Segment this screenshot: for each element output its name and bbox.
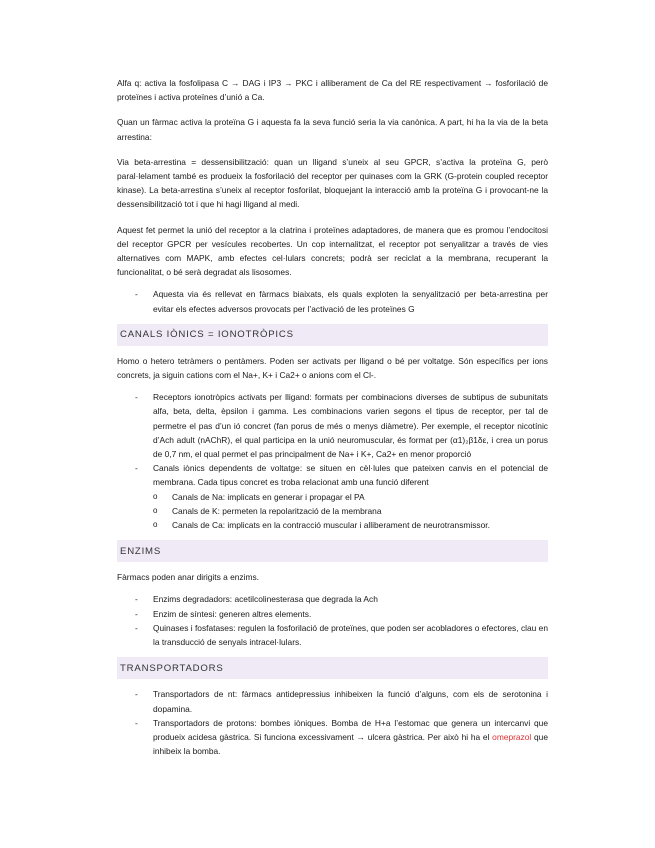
list-item-text: Canals iònics dependents de voltatge: se situen en cèl·lules que pateixen canvis en el potencial de membrana. Cada tipus concret es troba relacionat amb una funció diferent <box>153 463 548 488</box>
enzims-list <box>117 592 548 649</box>
list-item-text: Transportadors de protons: bombes iòniques. Bomba de H+a l’estomac que genera un intercanvi que produeix acidesa gàstrica. Si funciona excessivament → ulcera gàstrica. Per això hi ha el <box>153 717 548 742</box>
transportadors-list <box>117 687 548 758</box>
list-item: - Receptors ionotròpics activats per lligand: formats per combinacions diverses de subtipus de subunitats alfa, beta, delta, èpsilon i gamma. Les combinacions varien segons el tipus de receptor, per tal de permetre el pas d’un ió concret (fan porus de més o menys diàmetre). Per exemple, el receptor nicotínic d’Ach adult (nAChR), el qual participa en la unió neuromuscular, és format per (α1)₂β1δε, i crea un porus de 0,7 nm, el qual permet el pas principalment de Na+ i K+, Ca2+ en menor proporció <box>117 390 548 461</box>
voltage-channels-sublist <box>153 490 548 533</box>
section-heading-transportadors <box>117 657 548 679</box>
canals-list <box>117 390 548 532</box>
list-item: - Enzims degradadors: acetilcolinesterasa que degrada la Ach <box>117 592 548 606</box>
biased-drugs-list <box>117 287 548 315</box>
paragraph-canals: Homo o hetero tetràmers o pentàmers. Poden ser activats per lligand o bé per voltatge. Són específics per ions concrets, ja siguin cations com el Na+, K+ i Ca2+ o anions com el Cl-. <box>117 355 548 381</box>
sublist-item: o Canals de K: permeten la repolarització de la membrana <box>153 504 548 518</box>
sublist-item: o Canals de Ca: implicats en la contracció muscular i alliberament de neurotransmissor. <box>153 518 548 532</box>
paragraph-endocytosis: Aquest fet permet la unió del receptor a la clatrina i proteïnes adaptadores, de manera que es promou l’endocitosi del receptor GPCR per vesícules recobertes. Un cop internalitzat, el receptor pot senyalitzar a través de vies alternatives com MAPK, amb efectes cel·lulars concrets; podrà ser reciclat a la membrana, recuperant la funcionalitat, o bé serà degradat als lisosomes. <box>117 224 548 278</box>
section-title: ENZIMS <box>120 545 162 557</box>
section-title: CANALS IÒNICS = IONOTRÒPICS <box>120 329 294 341</box>
paragraph-beta-arrestin: Via beta-arrestina = dessensibilització: quan un lligand s’uneix al seu GPCR, s’activa la proteïna G, però paral·lelament també es produeix la fosforilació del receptor per quinases com la GRK (G-protein coupled receptor kinase). La beta-arrestina s’uneix al receptor fosforilat, bloquejant la interacció amb la proteïna G i provocant-ne la dessensibilització tot i que hi hagi lligand al medi. <box>117 156 548 210</box>
section-heading-canals <box>117 324 548 346</box>
drug-name-highlight: omeprazol <box>492 731 532 742</box>
list-item-text-end: que inhibeix la bomba. <box>153 731 548 757</box>
list-item <box>117 461 548 532</box>
list-item: - Enzim de síntesi: generen altres elements. <box>117 607 548 621</box>
section-heading-enzims <box>117 540 548 562</box>
list-item: - Quinases i fosfatases: regulen la fosforilació de proteïnes, que poden ser acobladores o efectores, clau en la transducció de senyals intracel·lulars. <box>117 621 548 649</box>
sublist-item: o Canals de Na: implicats en generar i propagar el PA <box>153 490 548 504</box>
section-title: TRANSPORTADORS <box>120 662 224 674</box>
list-item: - Transportadors de nt: fàrmacs antidepressius inhibeixen la funció d’alguns, com els de serotonina i dopamina. <box>117 687 548 715</box>
paragraph-enzims: Fàrmacs poden anar dirigits a enzims. <box>117 572 259 583</box>
list-item: - Aquesta via és rellevat en fàrmacs biaixats, els quals exploten la senyalització per beta-arrestina per evitar els efectes adversos provocats per l’activació de les proteïnes G <box>117 287 548 315</box>
paragraph-canonical-path: Quan un fàrmac activa la proteïna G i aquesta fa la seva funció seria la via canònica. A part, hi ha la via de la beta arrestina: <box>117 117 548 142</box>
document-body <box>117 76 548 758</box>
paragraph-alfa-q: Alfa q: activa la fosfolipasa C → DAG i IP3 → PKC i alliberament de Ca del RE respectivament → fosforilació de proteïnes i activa proteïnes d’unió a Ca. <box>117 78 548 103</box>
list-item <box>117 716 548 759</box>
